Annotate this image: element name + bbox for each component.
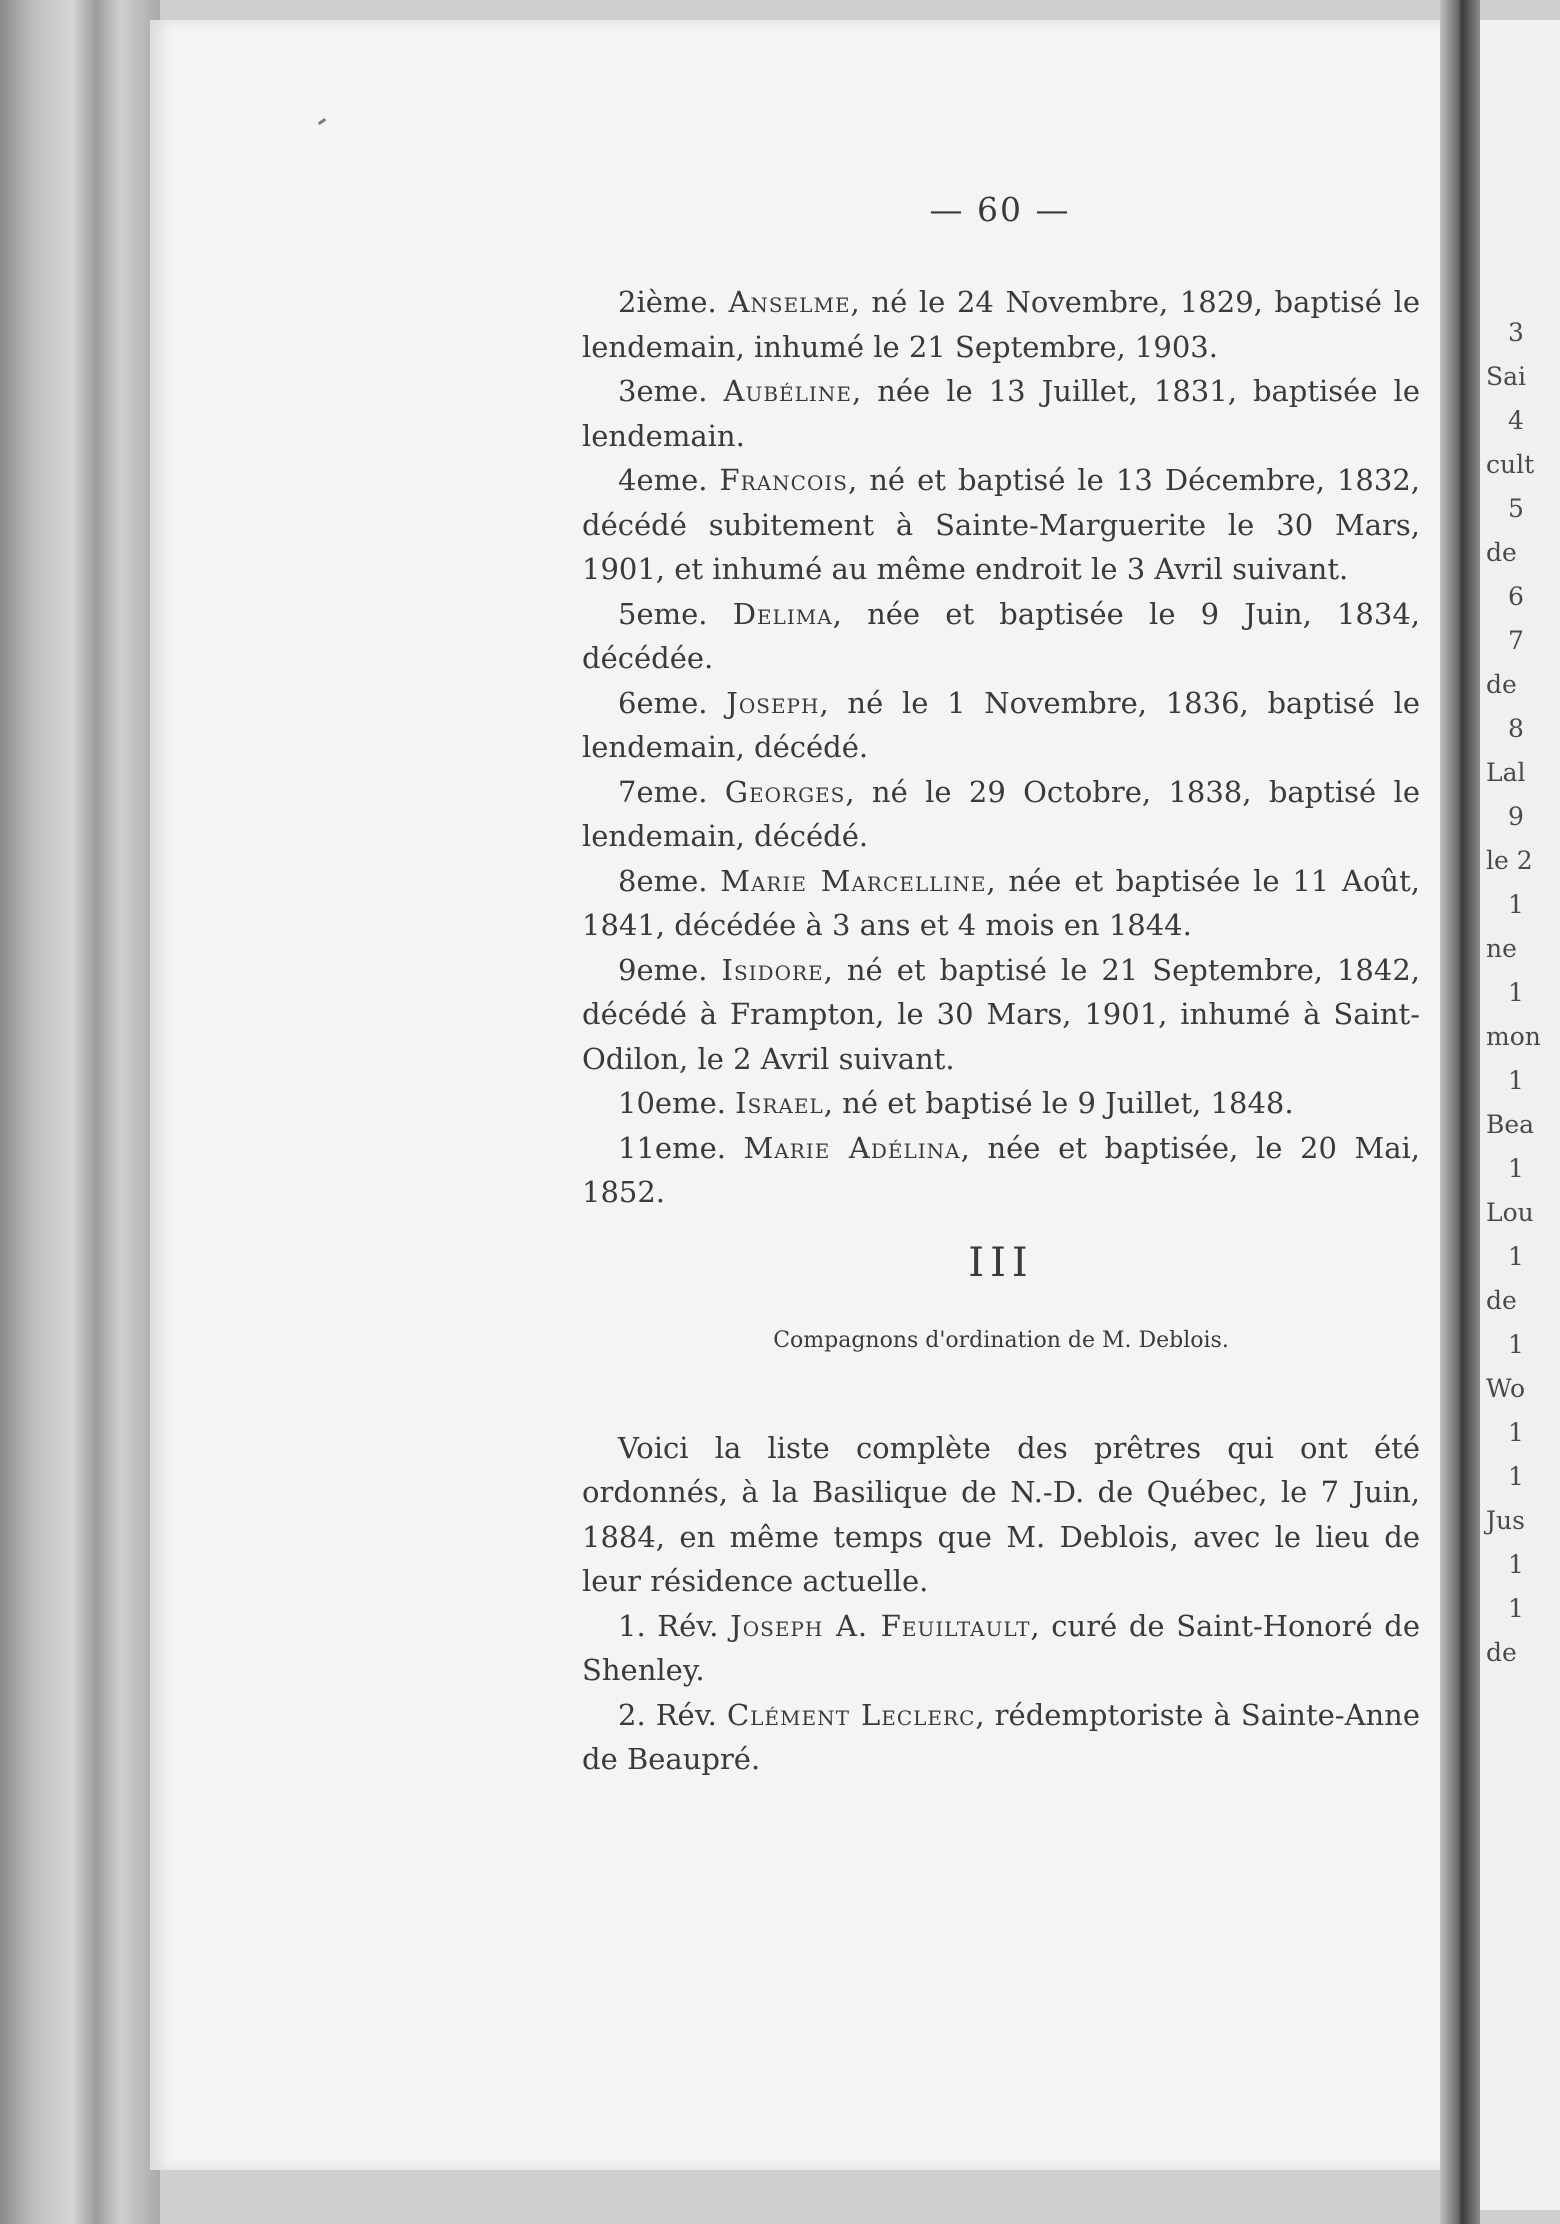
left-page-edges	[0, 0, 160, 2224]
facing-fragment: 1	[1508, 890, 1524, 919]
entry-ordinal: 10eme.	[618, 1086, 726, 1120]
entry-ordinal: 9eme.	[618, 952, 708, 987]
entry-text: , né le 29 Octobre, 1838, baptisé le lendemain, décédé.	[582, 774, 1420, 853]
facing-fragment: 5	[1508, 494, 1524, 523]
entry-name: Delima	[732, 596, 833, 631]
facing-fragment: 1	[1508, 1242, 1524, 1271]
facing-fragment: de	[1486, 670, 1517, 699]
entry-name: Joseph	[726, 685, 820, 720]
entry-text: , née et baptisée le 9 Juin, 1834, décédée.	[582, 596, 1421, 675]
book-gutter	[1440, 0, 1480, 2224]
child-entry	[582, 369, 1420, 458]
entry-text: , né le 1 Novembre, 1836, baptisé le lendemain, décédé.	[582, 685, 1421, 764]
facing-fragment: ne	[1486, 934, 1517, 963]
facing-fragment: le 2	[1486, 846, 1533, 875]
facing-fragment: 1	[1508, 1154, 1524, 1183]
child-entry	[582, 770, 1420, 859]
facing-fragment: Bea	[1486, 1110, 1535, 1139]
priest-text: , curé de Saint-Honoré de Shenley.	[582, 1608, 1421, 1687]
facing-fragment: 1	[1508, 1550, 1524, 1579]
facing-page-edge	[1480, 20, 1560, 2210]
facing-fragment: de	[1486, 1638, 1517, 1667]
facing-fragment: 1	[1508, 1418, 1524, 1447]
page-body	[582, 280, 1420, 1782]
facing-fragment: Wo	[1486, 1374, 1526, 1403]
entry-ordinal: 4eme.	[618, 463, 708, 497]
entry-text: , né et baptisé le 9 Juillet, 1848.	[823, 1086, 1294, 1120]
facing-fragment: mon	[1486, 1022, 1541, 1051]
entry-text: , née et baptisée, le 20 Mai, 1852.	[582, 1130, 1421, 1209]
entry-name: Aubéline	[723, 374, 852, 408]
entry-name: Anselme	[728, 285, 851, 319]
entry-name: Marie Marcelline	[720, 863, 987, 898]
child-entry	[582, 1081, 1420, 1126]
entry-text: , née et baptisée le 11 Août, 1841, décédée à 3 ans et 4 mois en 1844.	[582, 863, 1420, 942]
facing-fragment: 4	[1508, 406, 1524, 435]
facing-fragment: 7	[1508, 626, 1524, 655]
child-entry	[582, 859, 1420, 948]
entry-name: Francois	[719, 463, 848, 497]
entry-name: Isidore	[721, 952, 824, 987]
facing-fragment: 9	[1508, 802, 1524, 831]
priest-text: , rédemptoriste à Sainte-Anne de Beaupré.	[582, 1697, 1421, 1776]
facing-fragment: 1	[1508, 978, 1524, 1007]
child-entry	[582, 458, 1420, 592]
child-entry	[582, 948, 1420, 1082]
child-entry	[582, 681, 1420, 770]
entry-ordinal: 5eme.	[618, 596, 708, 631]
entry-ordinal: 8eme.	[618, 863, 708, 898]
facing-fragment: Lou	[1486, 1198, 1534, 1227]
facing-fragment: Lal	[1486, 758, 1526, 787]
facing-fragment: 1	[1508, 1594, 1524, 1623]
entry-ordinal: 6eme.	[618, 685, 708, 720]
facing-fragment: Jus	[1486, 1506, 1525, 1535]
priest-entry	[582, 1604, 1420, 1693]
facing-fragment: Sai	[1486, 362, 1527, 391]
priest-entry	[582, 1693, 1420, 1782]
child-entry	[582, 592, 1420, 681]
entry-ordinal: 3eme.	[618, 374, 708, 408]
facing-fragment: 1	[1508, 1066, 1524, 1095]
entry-text: , née le 13 Juillet, 1831, baptisée le lendemain.	[582, 374, 1420, 453]
entry-ordinal: 2ième.	[618, 285, 717, 319]
facing-fragment: 1	[1508, 1462, 1524, 1491]
facing-fragment: cult	[1486, 450, 1535, 479]
child-entry	[582, 1126, 1420, 1215]
entry-name: Marie Adélina	[743, 1130, 961, 1165]
entry-text: , né et baptisé le 21 Septembre, 1842, décédé à Frampton, le 30 Mars, 1901, inhumé à Saint-Odilon, le 2 Avril suivant.	[582, 952, 1420, 1076]
priest-name: Clément Leclerc	[726, 1697, 976, 1732]
entry-text: , né le 24 Novembre, 1829, baptisé le lendemain, inhumé le 21 Septembre, 1903.	[582, 285, 1420, 364]
priest-ordinal: 1. Rév.	[618, 1608, 719, 1643]
priest-ordinal: 2. Rév.	[618, 1697, 717, 1732]
child-entry	[582, 280, 1420, 369]
entry-text: , né et baptisé le 13 Décembre, 1832, décédé subitement à Sainte-Marguerite le 30 Mars, 1901, et inhumé au même endroit le 3 Avril suivant.	[582, 463, 1421, 586]
facing-fragment: 6	[1508, 582, 1524, 611]
facing-fragment: de	[1486, 1286, 1517, 1315]
entry-name: Georges	[724, 774, 846, 809]
section-subtitle: Compagnons d'ordination de M. Deblois.	[773, 1328, 1229, 1353]
facing-fragment: 1	[1508, 1330, 1524, 1359]
page-number: — 60 —	[929, 190, 1071, 229]
entry-name: Israel	[735, 1086, 824, 1120]
entry-ordinal: 7eme.	[618, 774, 708, 809]
priest-name: Joseph A. Feuiltault	[730, 1608, 1031, 1643]
section-heading: III	[968, 1239, 1034, 1286]
facing-fragment: 8	[1508, 714, 1524, 743]
entry-ordinal: 11eme.	[618, 1130, 726, 1165]
intro-paragraph: Voici la liste complète des prêtres qui ont été ordonnés, à la Basilique de N.-D. de Québec, le 7 Juin, 1884, en même temps que M. Deblois, avec le lieu de leur résidence actuelle.	[582, 1430, 1420, 1598]
facing-fragment: 3	[1508, 318, 1524, 347]
facing-fragment: de	[1486, 538, 1517, 567]
